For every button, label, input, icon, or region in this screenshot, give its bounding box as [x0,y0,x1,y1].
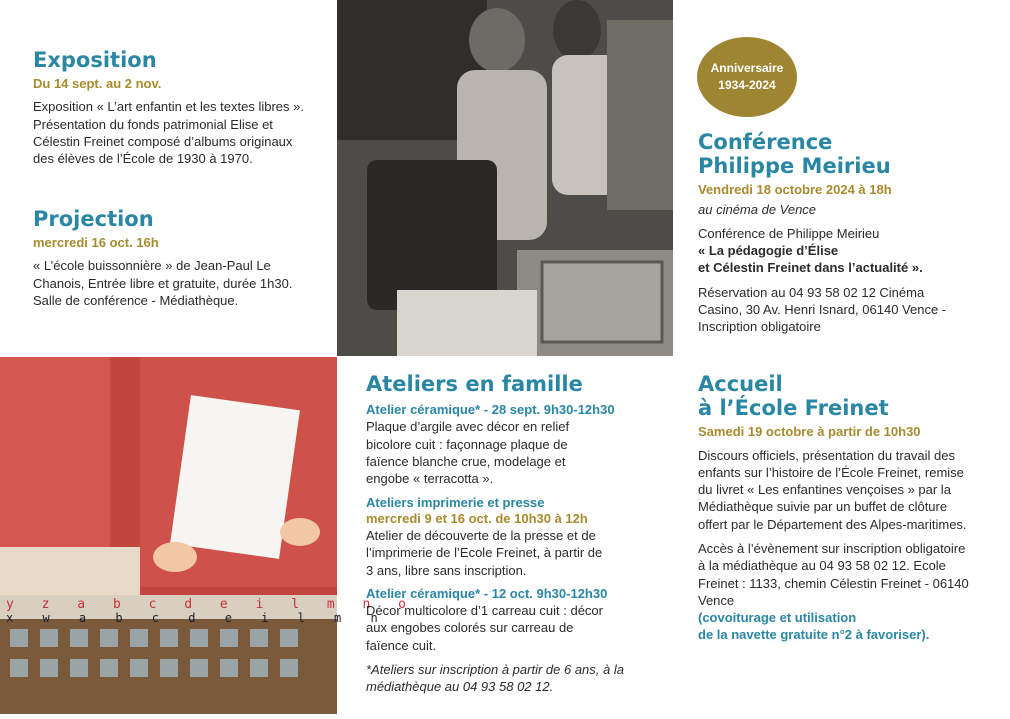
accueil-date: Samedi 19 octobre à partir de 10h30 [698,424,921,440]
projection-date: mercredi 16 oct. 16h [33,235,159,251]
projection-text: « L’école buissonnière » de Jean-Paul Le Chanois, Entrée libre et gratuite, durée 1h30. Salle de conférence - Médiathèque. [33,258,293,308]
atelier2-title-line1: Ateliers imprimerie et presse [366,494,545,510]
badge-line1: Anniversaire [710,60,784,75]
conference-quote-line2: et Célestin Freinet dans l’actualité ». [698,260,923,276]
conference-title-line1: Conférence [698,130,833,154]
badge-line2: 1934-2024 [718,78,776,92]
atelier1-text: Plaque d’argile avec décor en relief bicolore cuit : façonnage plaque de faïence blanche crue, modelage et engobe « terracotta ». [366,419,570,487]
conference-section [698,130,998,336]
atelier3-title: Atelier céramique* - 12 oct. 9h30-12h30 [366,585,608,601]
accueil-highlight-line2: de la navette gratuite n°2 à favoriser). [698,627,930,643]
conference-reservation: Réservation au 04 93 58 02 12 Cinéma Casino, 30 Av. Henri Isnard, 06140 Vence - Inscription obligatoire [698,284,947,335]
conference-title-line2: Philippe Meirieu [698,154,891,179]
atelier2-title-line2: mercredi 9 et 16 oct. de 10h30 à 12h [366,510,588,526]
children-workshop-illustration [0,357,337,714]
accueil-title-line2: à l’École Freinet [698,396,889,421]
alphabet-strip-bottom: x w a b c d e i l m n [6,611,389,625]
conference-venue: au cinéma de Vence [698,201,817,217]
anniversary-badge [697,37,797,117]
accueil-highlight-line1: (covoiturage et utilisation [698,610,857,626]
conference-quote-line1: « La pédagogie d’Élise [698,243,839,259]
ateliers-note: *Ateliers sur inscription à partir de 6 ans, à la médiathèque au 04 93 58 02 12. [366,661,624,695]
alphabet-strip-top: y z a b c d e i l m n o [6,597,417,612]
children-printing-illustration [337,0,673,356]
atelier1-title: Atelier céramique* - 28 sept. 9h30-12h30 [366,402,615,418]
conference-intro: Conférence de Philippe Meirieu [698,225,880,241]
accueil-title-line1: Accueil [698,372,783,396]
exposition-text: Exposition « L’art enfantin et les textes libres ». Présentation du fonds patrimonial Elise et Célestin Freinet composé d’albums originaux des élèves de l’École de 1930 à 1970. [33,99,304,167]
children-printing-photo [337,0,673,356]
ateliers-title: Ateliers en famille [366,372,583,396]
projection-section [33,207,298,309]
projection-title: Projection [33,207,154,231]
accueil-text1: Discours officiels, présentation du travail des enfants sur l’histoire de l’École Freinet, remise du livret « Les enfantines vençoises » par la Médiathèque suivie par un buffet de clôture offert par le Département des Alpes-maritimes. [698,447,967,532]
exposition-date: Du 14 sept. au 2 nov. [33,76,162,92]
ateliers-section [366,372,666,696]
accueil-section [698,372,988,644]
atelier2-text: Atelier de découverte de la presse et de l’imprimerie de l’Ecole Freinet, à partir de 3 ans, libre sans inscription. [366,528,603,578]
children-workshop-photo [0,357,417,714]
conference-date: Vendredi 18 octobre 2024 à 18h [698,182,892,198]
atelier3-text: Décor multicolore d’1 carreau cuit : décor aux engobes colorés sur carreau de faïence cuit. [366,603,603,653]
exposition-title: Exposition [33,48,157,72]
accueil-text2: Accès à l’évènement sur inscription obligatoire à la médiathèque au 04 93 58 02 12. Ecole Freinet : 1133, chemin Célestin Freinet - 06140 Vence [698,540,969,608]
exposition-section [33,48,313,168]
